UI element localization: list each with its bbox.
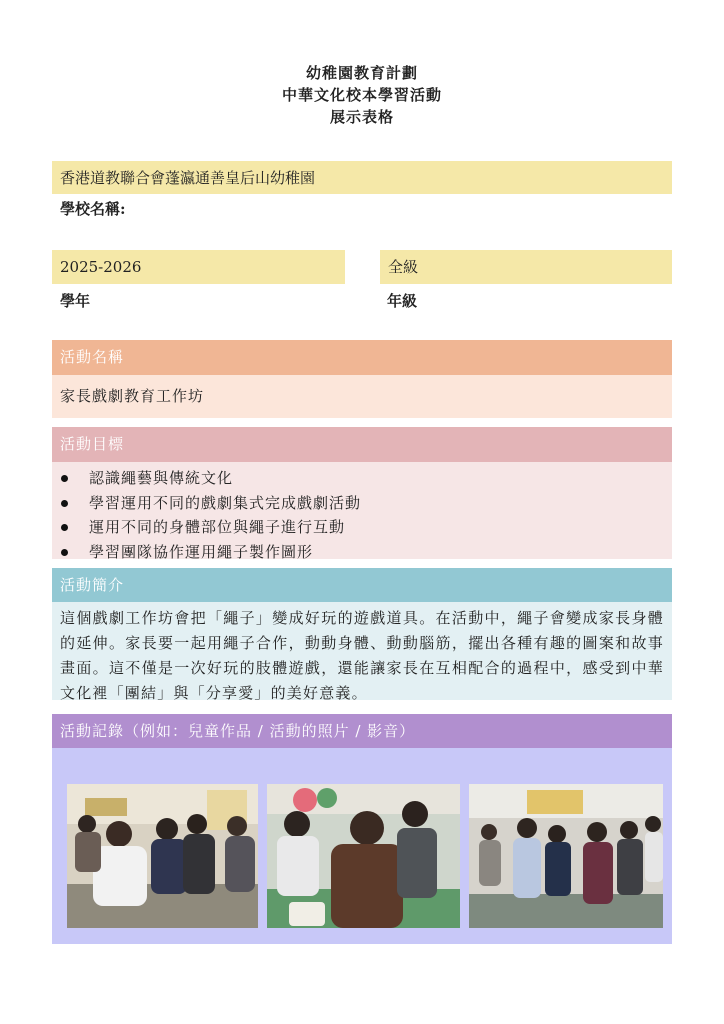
document-header [0, 62, 724, 128]
activity-name-heading: 活動名稱 [52, 340, 672, 375]
school-year-label: 學年 [60, 292, 91, 310]
header-subtitle: 中華文化校本學習活動 [281, 86, 442, 104]
header-form-title: 展示表格 [329, 108, 394, 126]
objectives-heading: 活動目標 [52, 427, 672, 462]
grade-field: 全級 [380, 250, 672, 284]
introduction-heading: 活動簡介 [52, 568, 672, 602]
objective-item: 運用不同的身體部位與繩子進行互動 [52, 515, 672, 540]
records-heading: 活動記錄（例如：兒童作品 / 活動的照片 / 影音） [52, 714, 672, 748]
school-name-field: 香港道教聯合會蓬瀛通善皇后山幼稚園 [52, 161, 672, 194]
activity-name-value: 家長戲劇教育工作坊 [60, 387, 205, 405]
header-title: 幼稚園教育計劃 [305, 64, 418, 82]
objective-item: 學習團隊協作運用繩子製作圖形 [52, 540, 672, 565]
objectives-panel [52, 462, 672, 559]
objectives-list [52, 462, 672, 564]
school-year-field: 2025-2026 [52, 250, 345, 284]
school-name-label: 學校名稱: [60, 200, 126, 218]
introduction-panel [52, 602, 672, 700]
grade-label: 年級 [387, 292, 418, 310]
activity-photo-2 [267, 784, 460, 928]
activity-photo-1 [67, 784, 258, 928]
objective-item: 學習運用不同的戲劇集式完成戲劇活動 [52, 491, 672, 516]
activity-name-panel [52, 375, 672, 418]
objective-item: 認識繩藝與傳統文化 [52, 466, 672, 491]
activity-photo-3 [469, 784, 663, 928]
introduction-text: 這個戲劇工作坊會把「繩子」變成好玩的遊戲道具。在活動中，繩子會變成家長身體的延伸。家長要一起用繩子合作，動動身體、動動腦筋，擺出各種有趣的圖案和故事畫面。這不僅是一次好玩的肢體遊戲，還能讓家長在互相配合的過程中，感受到中華文化裡「團結」與「分享愛」的美好意義。 [60, 609, 664, 702]
